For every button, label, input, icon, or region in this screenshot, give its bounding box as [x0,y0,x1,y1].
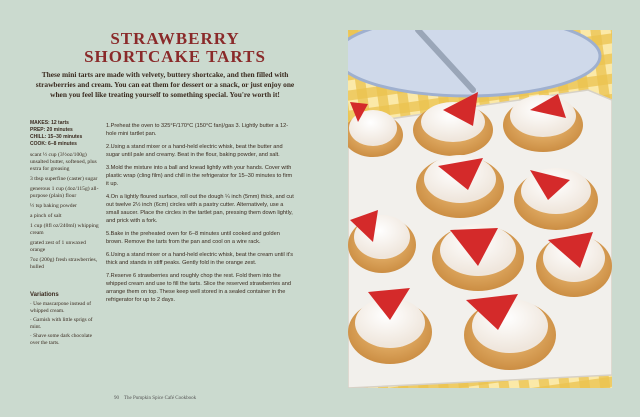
title-line-1: STRAWBERRY [110,29,240,48]
variation-item: · Use mascarpone instead of whipped cream. [30,301,92,314]
ingredient-item: ½ tsp baking powder [30,203,77,209]
step-number: 3. [106,165,111,171]
title-line-2: SHORTCAKE TARTS [84,47,266,66]
ingredient-item: scant ½ cup (3½oz/100g) unsalted butter, softened, plus extra for greasing [30,152,97,172]
method-step [106,272,296,304]
method-step [106,122,296,138]
step-text: Mold the mixture into a ball and knead lightly with your hands. Cover with plastic wrap (cling film) and chill in the refrigerator for 15–30 minutes to firm it up. [106,165,293,187]
tarts-photo [348,30,612,388]
recipe-intro: These mini tarts are made with velvety, buttery shortcake, and then filled with strawberries and cream. You can eat them for dessert or a snack, or just enjoy one when you feel like treating yourself to something special. You're worth it! [35,70,295,99]
recipe-meta [30,120,100,148]
step-number: 4. [106,194,111,200]
step-text: Using a stand mixer or a hand-held electric whisk, beat the cream until it's thick and stands in stiff peaks. Gently fold in the orange zest. [106,252,293,266]
page-footer [114,396,196,401]
variations-heading: Variations [30,292,59,298]
method-step [106,193,296,225]
page-number: 90 [114,396,119,401]
meta-makes: MAKES: 12 tarts [30,120,69,126]
method-step [106,251,296,267]
step-number: 5. [106,231,111,237]
step-number: 6. [106,252,111,258]
tarts-photo-illustration [348,30,612,388]
ingredient-item: 1 cup (8fl oz/240ml) whipping cream [30,223,99,236]
ingredient-list [30,152,100,274]
method-steps [106,122,296,309]
variation-item: · Garnish with little sprigs of mint. [30,317,93,330]
ingredient-item: generous 1 cup (4oz/115g) all-purpose (plain) flour [30,186,99,199]
variation-item: · Shave some dark chocolate over the tarts. [30,333,92,346]
step-text: Preheat the oven to 325°F/170°C (150°C fan)/gas 3. Lightly butter a 12-hole mini tartlet pan. [106,123,289,137]
meta-chill: CHILL: 15–30 minutes [30,134,83,140]
meta-prep: PREP: 20 minutes [30,127,73,133]
variations-list [30,301,100,349]
ingredient-item: grated zest of 1 unwaxed orange [30,240,86,253]
ingredient-item: a pinch of salt [30,213,62,219]
recipe-title [60,30,290,66]
method-step [106,164,296,188]
step-text: Reserve 6 strawberries and roughly chop the rest. Fold them into the whipped cream and use to fill the tarts. Slice the reserved strawberries and arrange them on top. These keep well stored in a sealed container in the refrigerator for up to 2 days. [106,273,291,303]
step-text: On a lightly floured surface, roll out the dough ¼ inch (5mm) thick, and cut out twelve 2½ inch (6cm) circles with a pastry cutter. Alternatively, use a small saucer. Place the circles in the tartlet pan, pressing them down lightly, and prick with a fork. [106,194,294,224]
step-number: 2. [106,144,111,150]
method-step [106,143,296,159]
book-title: The Pumpkin Spice Café Cookbook [123,396,197,401]
meta-cook: COOK: 6–8 minutes [30,141,77,147]
variation-text: Use mascarpone instead of whipped cream. [30,301,92,314]
variation-text: Garnish with little sprigs of mint. [30,317,93,330]
step-number: 7. [106,273,111,279]
step-text: Using a stand mixer or a hand-held electric whisk, beat the butter and sugar until pale and creamy. Beat in the flour, baking powder, and salt. [106,144,283,158]
variation-text: Shave some dark chocolate over the tarts. [30,333,92,346]
step-text: Bake in the preheated oven for 6–8 minutes until cooked and golden brown. Remove the tarts from the pan and cool on a wire rack. [106,231,280,245]
ingredient-item: 7oz (200g) fresh strawberries, hulled [30,257,98,270]
step-number: 1. [106,123,111,129]
ingredient-item: 3 tbsp superfine (caster) sugar [30,176,98,182]
method-step [106,230,296,246]
